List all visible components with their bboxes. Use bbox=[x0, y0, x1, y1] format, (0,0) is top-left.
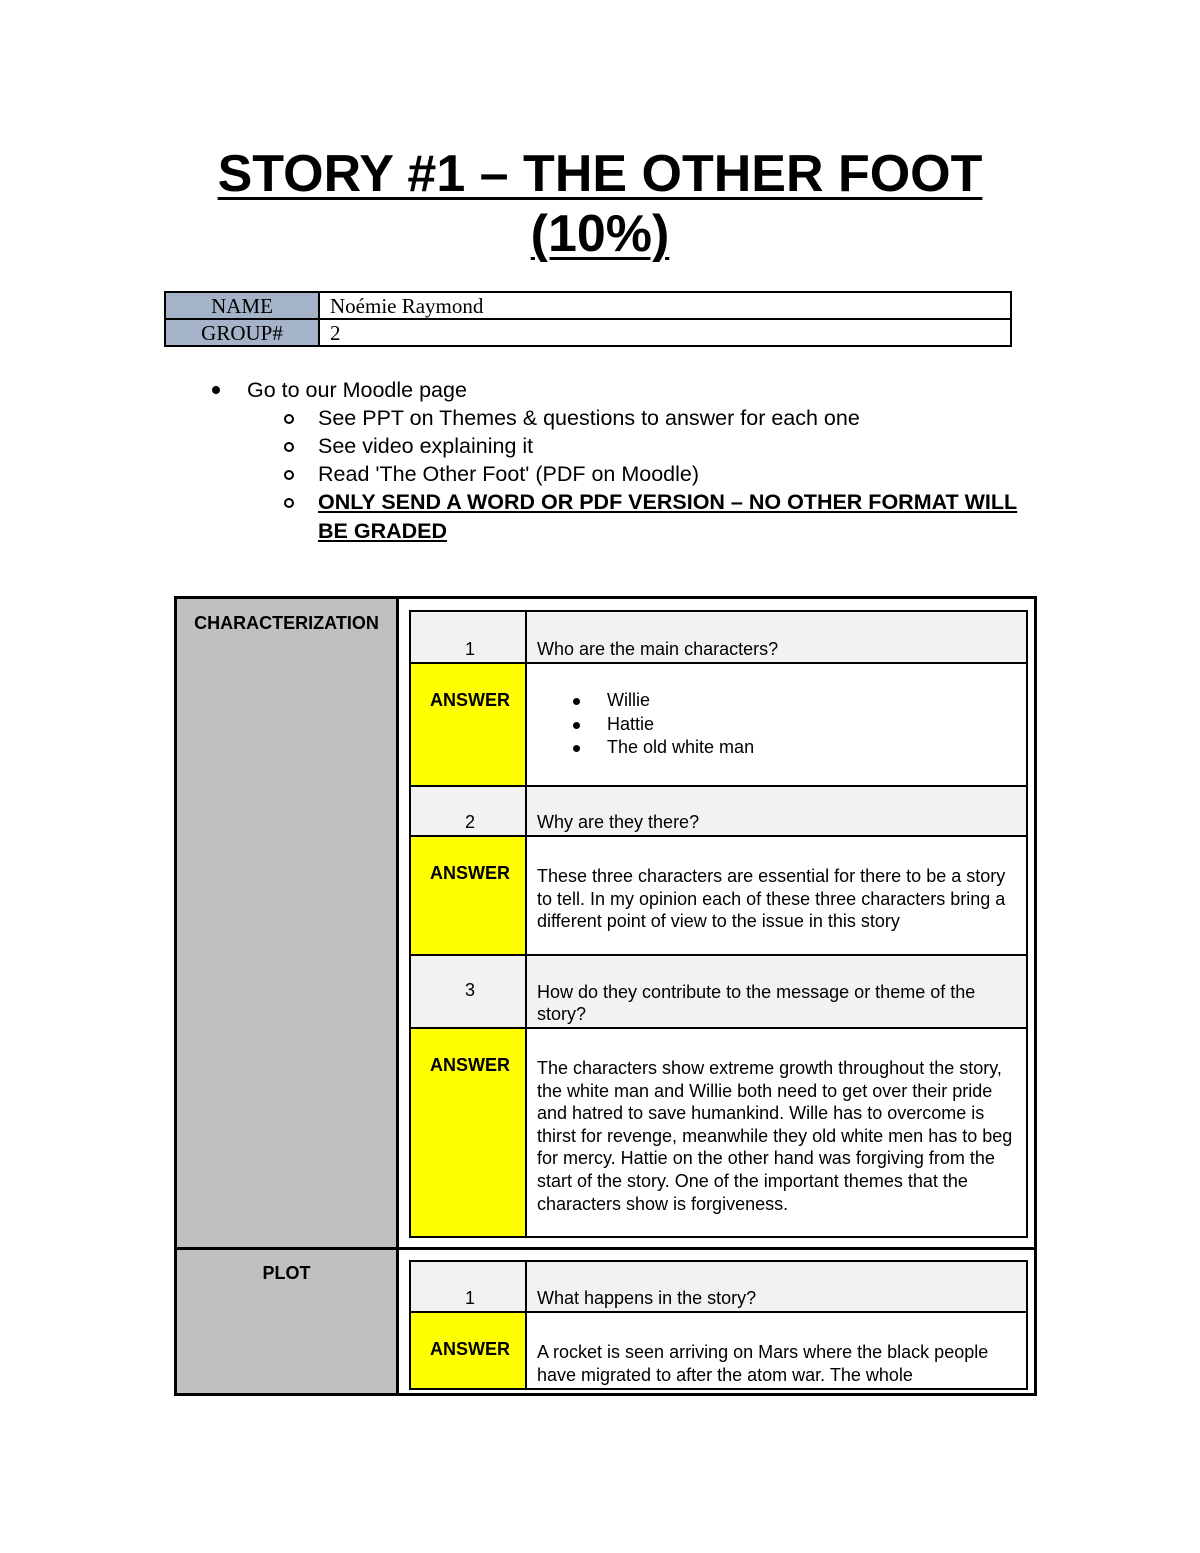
plot-questions bbox=[409, 1260, 1028, 1390]
instruction-sub-3: Read 'The Other Foot' (PDF on Moodle) bbox=[318, 462, 700, 486]
answer-text[interactable]: The characters show extreme growth throughout the story, the white man and Willie both need to get over their pride and hatred to save humankind. Wille has to overcome is thirst for revenge, meanwhile they old white men has to beg for mercy. Hattie on the other hand was forgiving from the start of the story. One of the important themes that the characters show is forgiveness. bbox=[526, 1028, 1027, 1237]
table-row bbox=[410, 663, 1027, 786]
characterization-questions bbox=[409, 610, 1028, 1238]
group-value[interactable]: 2 bbox=[319, 319, 1011, 346]
question-number: 1 bbox=[410, 1261, 526, 1312]
instructions-list bbox=[212, 376, 1042, 546]
circle-bullet-icon bbox=[284, 470, 294, 480]
instruction-sub-4: ONLY SEND A WORD OR PDF VERSION – NO OTHER FORMAT WILL BE GRADED bbox=[318, 490, 1018, 543]
group-row bbox=[165, 319, 1011, 346]
table-row bbox=[410, 836, 1027, 955]
group-label: GROUP# bbox=[165, 319, 319, 346]
bullet-icon bbox=[212, 386, 220, 394]
question-number: 1 bbox=[410, 611, 526, 663]
answer-cell[interactable] bbox=[526, 663, 1027, 786]
circle-bullet-icon bbox=[284, 442, 294, 452]
circle-bullet-icon bbox=[284, 498, 294, 508]
table-row bbox=[410, 955, 1027, 1028]
list-item bbox=[284, 404, 1042, 432]
list-item bbox=[284, 488, 1042, 546]
table-row bbox=[410, 1312, 1027, 1389]
list-item bbox=[212, 376, 1042, 404]
name-label: NAME bbox=[165, 292, 319, 319]
question-text: What happens in the story? bbox=[526, 1261, 1027, 1312]
circle-bullet-icon bbox=[284, 414, 294, 424]
character-list bbox=[537, 689, 1020, 760]
answer-label: ANSWER bbox=[410, 1028, 526, 1237]
answer-text[interactable]: These three characters are essential for there to be a story to tell. In my opinion each of these three characters bring a different point of view to the issue in this story bbox=[526, 836, 1027, 955]
table-row bbox=[410, 1261, 1027, 1312]
question-text: Who are the main characters? bbox=[526, 611, 1027, 663]
title-line-1: STORY #1 – THE OTHER FOOT bbox=[217, 145, 983, 203]
list-item bbox=[284, 460, 1042, 488]
question-text: Why are they there? bbox=[526, 786, 1027, 836]
table-row bbox=[410, 1028, 1027, 1237]
question-number: 3 bbox=[410, 955, 526, 1028]
answer-label: ANSWER bbox=[410, 663, 526, 786]
name-row bbox=[165, 292, 1011, 319]
list-item: Hattie bbox=[607, 713, 1020, 737]
answer-label: ANSWER bbox=[410, 836, 526, 955]
name-value[interactable]: Noémie Raymond bbox=[319, 292, 1011, 319]
section-divider bbox=[177, 1247, 1034, 1250]
list-item bbox=[284, 432, 1042, 460]
list-item: The old white man bbox=[607, 736, 1020, 760]
characterization-label: CHARACTERIZATION bbox=[177, 599, 399, 1249]
instruction-sub-1: See PPT on Themes & questions to answer for each one bbox=[318, 406, 860, 430]
questions-table bbox=[174, 596, 1037, 1396]
question-number: 2 bbox=[410, 786, 526, 836]
title-line-2: (10%) bbox=[530, 205, 670, 263]
list-item: Willie bbox=[607, 689, 1020, 713]
table-row bbox=[410, 611, 1027, 663]
answer-label: ANSWER bbox=[410, 1312, 526, 1389]
instruction-main: Go to our Moodle page bbox=[247, 378, 467, 402]
question-text: How do they contribute to the message or theme of the story? bbox=[526, 955, 1027, 1028]
page-title bbox=[0, 144, 1200, 264]
instruction-sub-2: See video explaining it bbox=[318, 434, 534, 458]
student-info-table bbox=[164, 291, 1012, 347]
answer-text[interactable]: A rocket is seen arriving on Mars where the black people have migrated to after the atom war. The whole bbox=[526, 1312, 1027, 1389]
table-row bbox=[410, 786, 1027, 836]
column-divider bbox=[396, 599, 399, 1393]
plot-label: PLOT bbox=[177, 1249, 399, 1393]
